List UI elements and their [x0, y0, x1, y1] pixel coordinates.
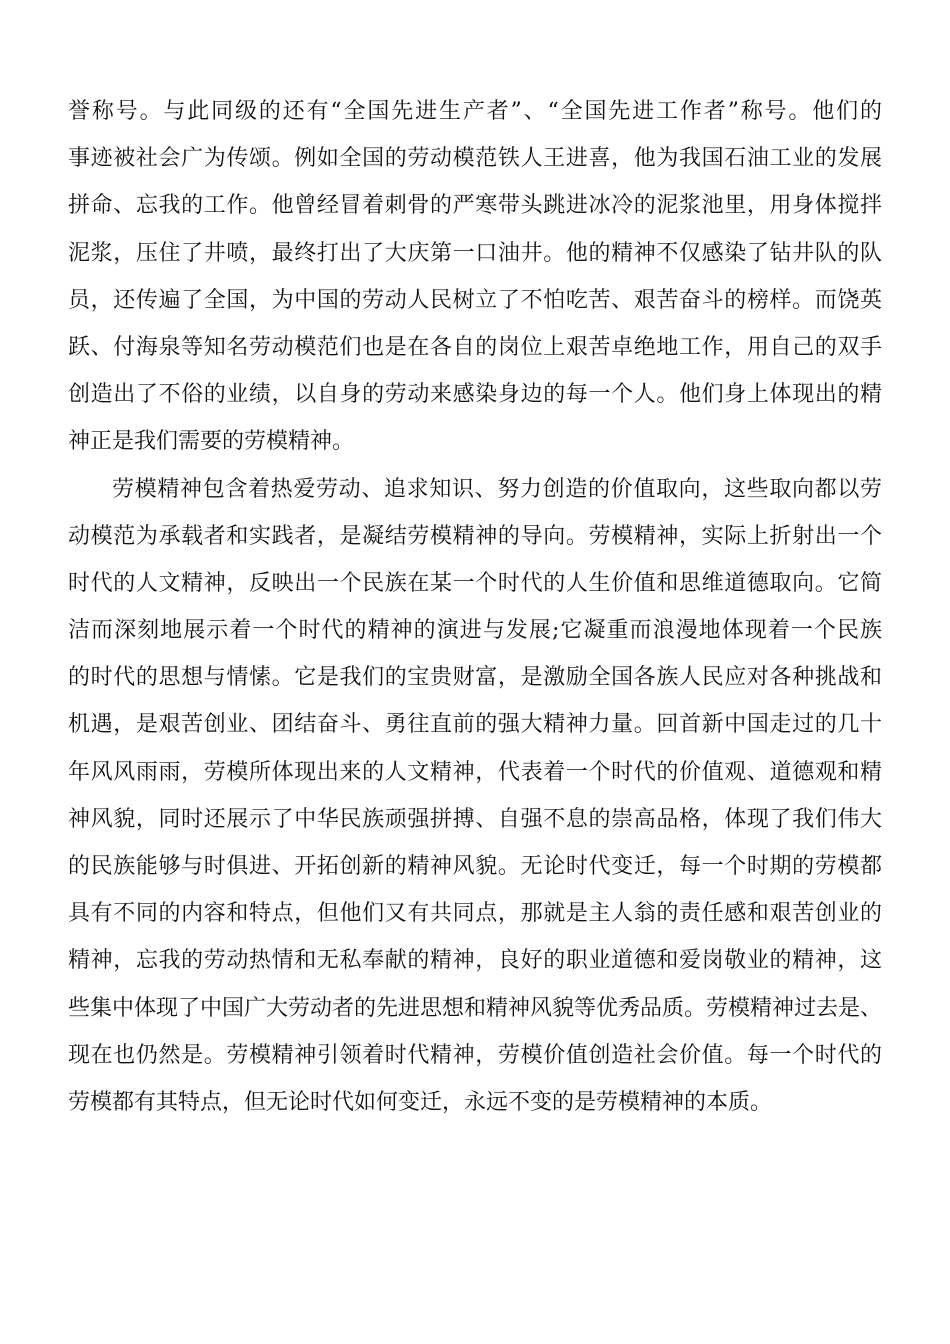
paragraph-1-line: 跃、付海泉等知名劳动模范们也是在各自的岗位上艰苦卓绝地工作，用自己的双手 [68, 334, 882, 360]
paragraph-2-line: 劳模都有其特点，但无论时代如何变迁，永远不变的是劳模精神的本质。 [68, 1089, 773, 1115]
paragraph-1-line: 创造出了不俗的业绩，以自身的劳动来感染身边的每一个人。他们身上体现出的精 [68, 382, 882, 408]
paragraph-2-line: 洁而深刻地展示着一个时代的精神的演进与发展;它凝重而浪漫地体现着一个民族 [68, 618, 882, 644]
paragraph-2-line: 的民族能够与时俱进、开拓创新的精神风貌。无论时代变迁，每一个时期的劳模都 [68, 854, 882, 879]
paragraph-2-line: 时代的人文精神，反映出一个民族在某一个时代的人生价值和思维道德取向。它简 [68, 570, 882, 596]
paragraph-1-line: 员，还传遍了全国，为中国的劳动人民树立了不怕吃苦、艰苦奋斗的榜样。而饶英 [68, 287, 882, 313]
paragraph-1-line: 泥浆，压住了井喷，最终打出了大庆第一口油井。他的精神不仅感染了钻井队的队 [68, 240, 882, 266]
paragraph-1-line: 事迹被社会广为传颂。例如全国的劳动模范铁人王进喜，他为我国石油工业的发展 [68, 146, 882, 172]
body-text [68, 88, 882, 1126]
paragraph-2-line: 劳模精神包含着热爱劳动、追求知识、努力创造的价值取向，这些取向都以劳 [112, 476, 882, 502]
paragraph-2-line: 机遇，是艰苦创业、团结奋斗、勇往直前的强大精神力量。回首新中国走过的几十 [68, 712, 882, 738]
paragraph-2-line: 年风风雨雨，劳模所体现出来的人文精神，代表着一个时代的价值观、道德观和精 [68, 759, 882, 785]
paragraph-2-line: 神风貌，同时还展示了中华民族顽强拼搏、自强不息的崇高品格，体现了我们伟大 [68, 806, 882, 832]
paragraph-1-line: 拼命、忘我的工作。他曾经冒着刺骨的严寒带头跳进冰冷的泥浆池里，用身体搅拌 [68, 193, 882, 219]
paragraph-2 [68, 466, 882, 1127]
paragraph-2-line: 动模范为承载者和实践者，是凝结劳模精神的导向。劳模精神，实际上折射出一个 [68, 523, 882, 549]
paragraph-2-line: 现在也仍然是。劳模精神引领着时代精神，劳模价值创造社会价值。每一个时代的 [68, 1042, 882, 1068]
paragraph-2-line: 的时代的思想与情愫。它是我们的宝贵财富，是激励全国各族人民应对各种挑战和 [68, 665, 882, 691]
paragraph-2-line: 精神，忘我的劳动热情和无私奉献的精神，良好的职业道德和爱岗敬业的精神，这 [68, 948, 882, 974]
paragraph-1 [68, 88, 882, 466]
paragraph-2-line: 些集中体现了中国广大劳动者的先进思想和精神风貌等优秀品质。劳模精神过去是、 [68, 995, 883, 1021]
paragraph-1-line: 誉称号。与此同级的还有“全国先进生产者”、“全国先进工作者”称号。他们的 [68, 99, 882, 124]
paragraph-1-line: 神正是我们需要的劳模精神。 [68, 429, 355, 455]
paragraph-2-line: 具有不同的内容和特点，但他们又有共同点，那就是主人翁的责任感和艰苦创业的 [68, 901, 882, 927]
